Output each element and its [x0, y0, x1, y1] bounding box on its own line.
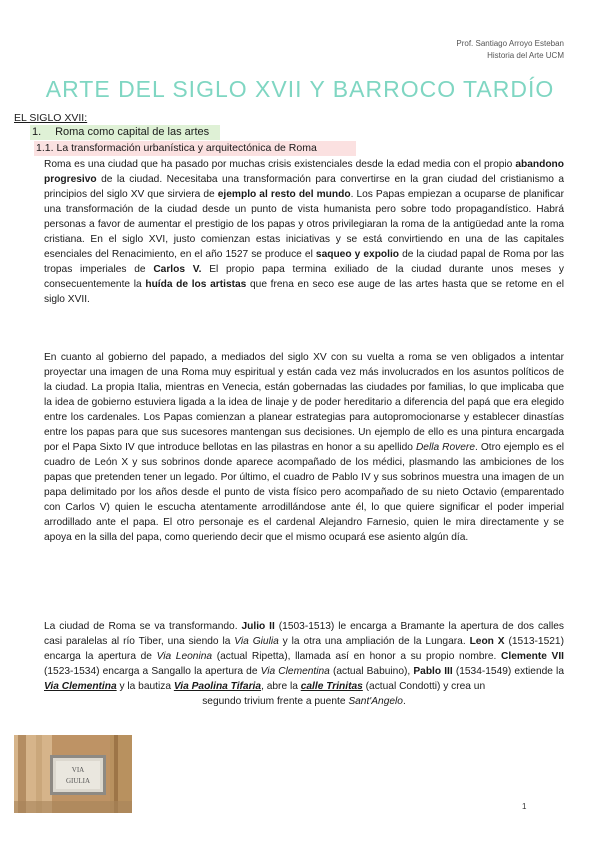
sign-line-2: GIULIA [65, 777, 91, 785]
italic-term: Via Leonina [156, 651, 213, 662]
text-run: En cuanto al gobierno del papado, a mediados del siglo XV con su vuelta a roma se ven obligados a intentar proyectar una imagen de una Roma muy espiritual y están cada vez más involucrados en los asuntos políticos de la ciudad. La propia Italia, mientras en Venecia, están gobernadas las ciudades por familias, lo que implicaba que la idea de gobierno estuviera ligada a la idea de linaje y de poder hereditario a diferencia del papá que era elegido entre los cardenales. Los Papas comienzan a planear estrategias para autopromocionarse y establecer dinastías entre los papas para que sus sucesores mantengan sus decisiones. Un ejemplo de ello es una pintura encargada por el Papa Sixto IV que introduce bellotas en las pilastras en honor a su apellido [44, 352, 564, 453]
italic-term: Via Clementina [260, 666, 330, 677]
text-run: . Otro ejemplo es el cuadro de León X y sus sobrinos donde aparece acompañado de los médici, plasmando las ambiciones de los papas que pretenden tener un legado. Por último, el cuadro de Pablo IV y sus sobrinos muestra una imagen de un papa delimitado por los años desde el punto de vista físico pero acompañado de su nieto Octavio (emparentado con Carlos V) quien le escucha atentamente arrodillándose ante él, lo que quiere significar el poder imperial arrodillado ante el papa. El otro personaje es el cardenal Alejandro Farnesio, quien le mira directamente y se apoya en la silla del papa, como queriendo decir que el mismo ocupará ese asiento algún día. [44, 442, 564, 543]
page-title: ARTE DEL SIGLO XVII Y BARROCO TARDÍO [45, 76, 555, 102]
via-giulia-sign-photo [14, 735, 132, 813]
author-name: Prof. Santiago Arroyo Esteban [456, 39, 564, 48]
heading-level-1 [30, 125, 220, 140]
text-run: Roma es una ciudad que ha pasado por muchas crisis existenciales desde la edad media con el propio [44, 159, 516, 170]
text-run: (actual Condotti) y crea un [362, 681, 486, 692]
course-name: Historia del Arte UCM [487, 51, 564, 60]
text-run: (1523-1534) encarga a Sangallo la apertura de [44, 666, 261, 677]
text-run: (actual Ripetta), llamada así en honor a su propio nombre. [212, 651, 502, 662]
bold-term: Carlos V. [153, 264, 202, 275]
paragraph-3-last-line [44, 694, 564, 709]
italic-term: Della Rovere [415, 442, 475, 453]
bold-term: Leon X [469, 636, 505, 647]
text-run: y la otra una ampliación de la Lungara. [278, 636, 470, 647]
page-number: 1 [522, 802, 527, 811]
bold-term: Pablo III [413, 666, 453, 677]
bold-term: saqueo y expolio [315, 249, 400, 260]
heading-2-text: La transformación urbanística y arquitectónica de Roma [56, 142, 317, 154]
paragraph-2 [44, 350, 564, 545]
text-run: La ciudad de Roma se va transformando. [44, 621, 242, 632]
section-heading: EL SIGLO XVII: [14, 112, 88, 124]
text-run: . Los Papas empiezan a ocuparse de planificar una transformación de la ciudad desde un punto de vista humanista pero sobre todo propagandístico. Habrá personas a favor de aumentar el prestigio de los papas y otros privilegiaran la roma de la antigüedad ante la roma cristiana. En el siglo XVI, justo comienzan estas iniciativas y se está convirtiendo en una de las capitales esenciales del Renacimiento, en el año 1527 se produce el [44, 189, 564, 260]
heading-level-2 [34, 141, 356, 156]
sign-line-1: VIA [71, 766, 85, 774]
street-name: Via Paolina Tifaria [173, 681, 262, 692]
text-run: (1513-1521) encarga la apertura de [44, 636, 564, 662]
street-name: calle Trinitas [300, 681, 363, 692]
text-run: de la ciudad. Necesitaba una transformación para convertirse en la gran ciudad del cristianismo a principios del siglo XV que sirviera de [44, 174, 564, 200]
text-run: segundo trivium frente a puente [202, 696, 349, 707]
text-run: y la bautiza [116, 681, 174, 692]
heading-1-number: 1. [32, 126, 42, 138]
document-header [456, 38, 564, 62]
street-sign-image [14, 735, 132, 813]
text-run: (1534-1549) extiende la [452, 666, 564, 677]
bold-term: huída de los artistas [145, 279, 247, 290]
text-run: (actual Babuino), [329, 666, 414, 677]
italic-term: Sant'Angelo [348, 696, 403, 707]
bold-term: Julio II [241, 621, 275, 632]
text-run: El propio papa termina exiliado de la ciudad durante unos meses y consecuentemente la [44, 264, 564, 290]
paragraph-3 [44, 619, 564, 709]
paragraph-1 [44, 157, 564, 307]
text-run: , abre la [261, 681, 301, 692]
street-name: Via Clementina [44, 681, 117, 692]
bold-term: abandono progresivo [44, 159, 564, 185]
text-run: de la ciudad papal de Roma por las tropas imperiales de [44, 249, 564, 275]
text-run: (1503-1513) le encarga a Bramante la apertura de dos calles casi paralelas al río Tiber, una siendo la [44, 621, 564, 647]
heading-2-number: 1.1. [36, 142, 54, 154]
bold-term: ejemplo al resto del mundo [217, 189, 351, 200]
heading-1-text: Roma como capital de las artes [55, 126, 210, 138]
italic-term: Via Giulia [234, 636, 279, 647]
text-run: que frena en seco ese auge de las artes hasta que se retome en el siglo XVII. [44, 279, 565, 305]
bold-term: Clemente VII [501, 651, 564, 662]
text-run: . [402, 696, 406, 707]
